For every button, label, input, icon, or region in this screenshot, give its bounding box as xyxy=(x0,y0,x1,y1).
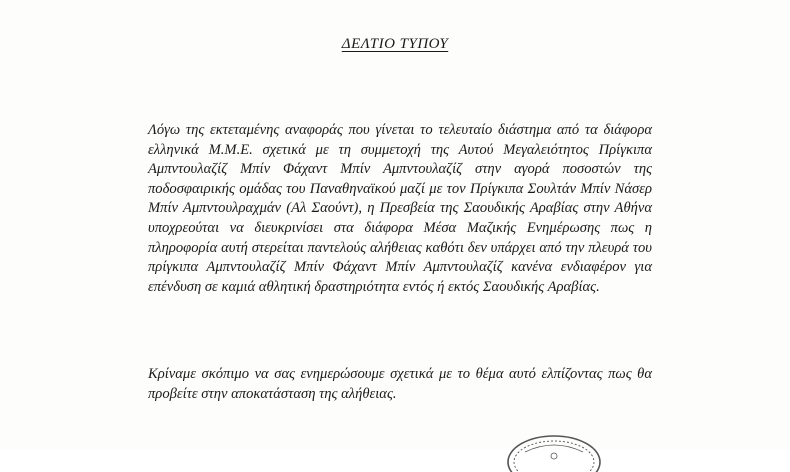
title-text: ΔΕΛΤΙΟ ΤΥΠΟΥ xyxy=(341,36,449,52)
paragraph-closing: Κρίναμε σκόπιμο να σας ενημερώσουμε σχετικά με το θέμα αυτό ελπίζοντας πως θα προβείτε στην αποκατάσταση της αλήθειας. xyxy=(148,366,652,402)
page-title xyxy=(0,36,790,53)
embassy-seal-icon xyxy=(505,432,603,472)
paragraph-main: Λόγω της εκτεταμένης αναφοράς που γίνεται το τελευταίο διάστημα από τα διάφορα ελληνικά Μ.Μ.Ε. σχετικά με τη συμμετοχή της Αυτού Μεγαλειότητος Πρίγκιπα Αμπντουλαζίζ Μπίν Φάχαντ Μπίν Αμπντουλαζίζ στην αγορά ποσοστών της ποδοσφαιρικής ομάδας του Παναθηναϊκού μαζί με τον Πρίγκιπα Σουλτάν Μπίν Νάσερ Μπίν Αμπντουλραχμάν (Αλ Σαούντ), η Πρεσβεία της Σαουδικής Αραβίας στην Αθήνα υποχρεούται να διευκρινίσει στα διάφορα Μέσα Μαζικής Ενημέρωσης πως η πληροφορία αυτή στερείται παντελούς αλήθειας καθότι δεν υπάρχει από την πλευρά του πρίγκιπα Αμπντουλαζίζ Μπίν Φάχαντ Μπίν Αμπντουλαζίζ κανένα ενδιαφέρον για επένδυση σε καμιά αθλητική δραστηριότητα εντός ή εκτός Σαουδικής Αραβίας. xyxy=(148,122,652,295)
